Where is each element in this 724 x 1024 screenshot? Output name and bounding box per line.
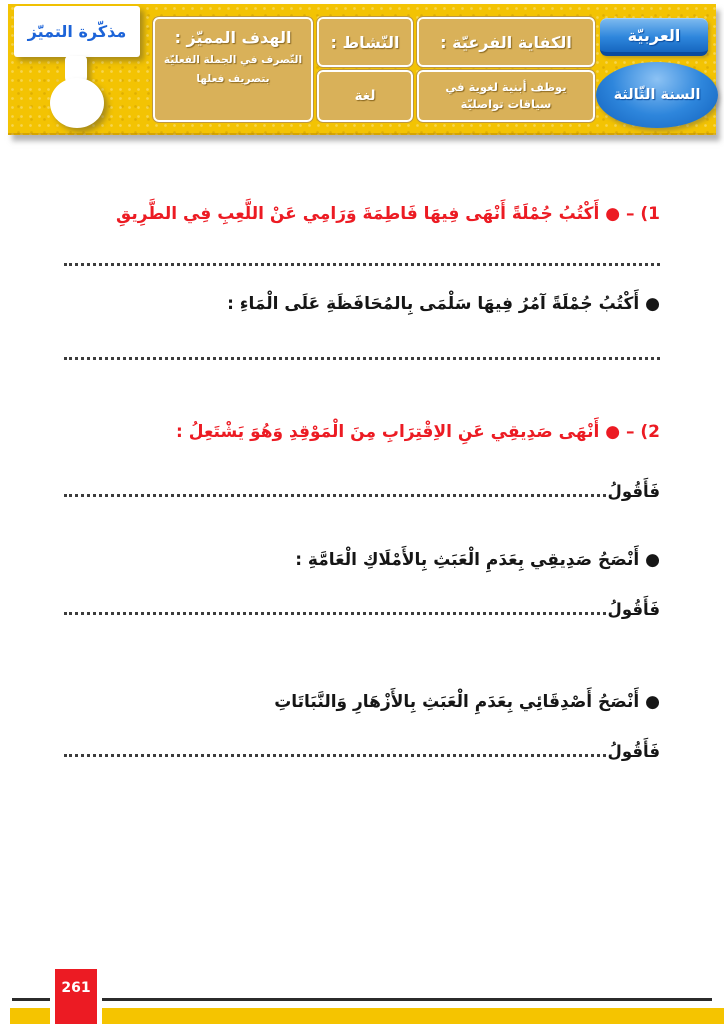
answer-row-3 [64,730,660,762]
subject-badge: العربيّة [600,18,708,56]
objective-value: التّصرف في الجملة الفعليّة بتصريف فعلها [163,54,303,85]
activity-value-cell: لغة [317,70,413,122]
answer-prefix-1: فَأَقُولُ [607,481,660,501]
logo-label: مذكّرة التميّز [27,22,127,41]
logo-board [14,6,140,57]
objective-cell [153,17,313,122]
logo-pin-ball [50,78,104,128]
answer-prefix-3: فَأَقُولُ [607,741,660,761]
objective-column [153,17,313,122]
answer-line-1 [64,250,660,266]
footer-rule [12,998,712,1001]
exercise-2-prompt: 2) – ● أَنْهَى صَدِيقِي عَنِ الاِقْتِرَابِ مِنَ الْمَوْقِدِ وَهُوَ يَشْتَعِلُ : [176,422,660,442]
answer-dots-1 [64,494,606,497]
exercise-1-prompt: 1) – ● أَكْتُبُ جُمْلَةً أَنْهَى فِيهَا فَاطِمَةَ وَرَامِي عَنْ اللَّعِبِ فِي الطَّرِيقِ [116,204,660,224]
competency-label-cell: الكفاية الفرعيّة : [417,17,595,67]
answer-dots-3 [64,754,606,757]
objective-label: الهدف المميّز : [174,28,292,47]
answer-row-1 [64,470,660,502]
exercise-1b-prompt: ● أَكْتُبُ جُمْلَةً آمُرُ فِيهَا سَلْمَى بِالمُحَافَظَةِ عَلَى الْمَاءِ : [227,294,660,314]
footer-bar [10,1008,724,1024]
header-info-table [153,17,595,122]
exercise-2c-prompt: ● أَنْصَحُ أَصْدِقَائِي بِعَدَمِ الْعَبَثِ بِالأَزْهَارِ وَالنَّبَاتَاتِ [274,692,660,712]
answer-dots-2 [64,612,606,615]
exercise-2b-prompt: ● أَنْصَحُ صَدِيقِي بِعَدَمِ الْعَبَثِ بِالأَمْلَاكِ الْعَامَّةِ : [295,550,660,570]
answer-line-2 [64,344,660,360]
activity-label-cell: النّشاط : [317,17,413,67]
competency-value-cell: يوظف أبنية لغوية في سياقات تواصليّة [417,70,595,122]
page-number-badge: 261 [50,969,102,1024]
grade-badge: السنة الثّالثة [596,62,718,128]
competency-column [417,17,595,122]
activity-column [317,17,413,122]
answer-row-2 [64,588,660,620]
header-band [8,4,716,135]
answer-prefix-2: فَأَقُولُ [607,599,660,619]
